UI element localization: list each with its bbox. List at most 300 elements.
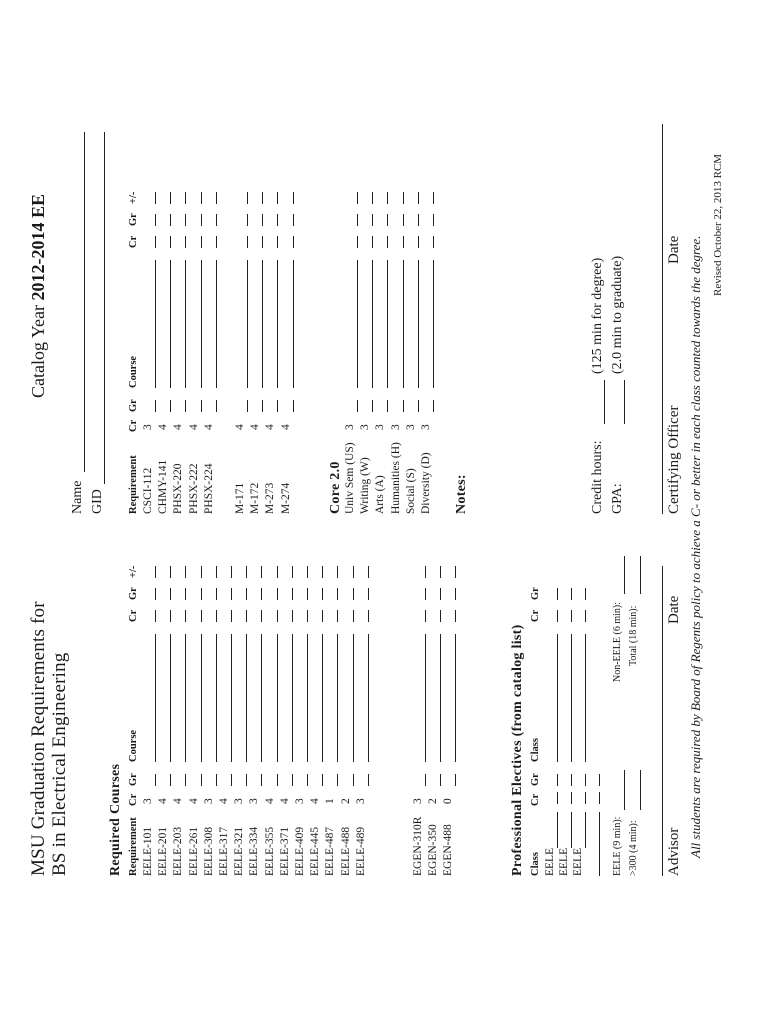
- plusminus-field[interactable]: [337, 566, 338, 578]
- grade2-field[interactable]: [440, 588, 441, 600]
- course-requirement: EELE-308: [202, 826, 215, 876]
- grade2-field[interactable]: [231, 588, 232, 600]
- course-credits: 3: [142, 798, 154, 804]
- credits-field[interactable]: [418, 236, 419, 248]
- eele-min-label: EELE (9 min):: [612, 816, 623, 876]
- credits-field[interactable]: [322, 610, 323, 622]
- elective-class-field[interactable]: [599, 812, 600, 876]
- course-credits: 3: [404, 424, 417, 430]
- credits-field[interactable]: [337, 610, 338, 622]
- grade-field[interactable]: [403, 400, 404, 412]
- course-credits: 4: [279, 424, 292, 430]
- credits-field[interactable]: [155, 610, 156, 622]
- advisor-signature-line[interactable]: [662, 566, 663, 876]
- grade2-field[interactable]: [357, 214, 358, 226]
- course-credits: 4: [234, 424, 246, 430]
- course-requirement: EELE-334: [248, 826, 261, 876]
- course-requirement: EELE-445: [309, 826, 322, 876]
- grade-field[interactable]: [170, 774, 171, 786]
- course-requirement: EELE-409: [294, 826, 306, 876]
- elective-class2-field[interactable]: [585, 634, 586, 762]
- course-requirement: EGEN-350: [427, 824, 440, 876]
- catalog-year: [28, 194, 49, 398]
- elective-class-prefix: EELE: [558, 847, 570, 876]
- credits-field[interactable]: [403, 236, 404, 248]
- grade-field[interactable]: [372, 400, 373, 412]
- course-requirement: EGEN-488: [442, 824, 455, 876]
- grade-field[interactable]: [201, 774, 202, 786]
- over300-label: >300 (4 min):: [628, 820, 639, 876]
- grade-field[interactable]: [337, 774, 338, 786]
- course-field[interactable]: [292, 634, 293, 762]
- credits-field[interactable]: [293, 236, 294, 248]
- plusminus-field[interactable]: [170, 566, 171, 578]
- grade2-field[interactable]: [322, 588, 323, 600]
- course-field[interactable]: [201, 260, 202, 388]
- course-credits: 3: [354, 798, 367, 804]
- elective-gr-field[interactable]: [571, 774, 572, 786]
- credits-field[interactable]: [307, 610, 308, 622]
- credits-field[interactable]: [277, 236, 278, 248]
- course-field[interactable]: [353, 634, 354, 762]
- plusminus-field[interactable]: [455, 566, 456, 578]
- credits-field[interactable]: [455, 610, 456, 622]
- grade-field[interactable]: [155, 400, 156, 412]
- gid-label: GID: [90, 489, 105, 514]
- course-credits: 3: [142, 424, 154, 430]
- course-field[interactable]: [185, 260, 186, 388]
- elec-col-class2: Class: [530, 738, 541, 762]
- course-credits: 3: [294, 798, 306, 804]
- col-requirement: Requirement: [128, 817, 139, 876]
- gpa-label: GPA:: [610, 483, 625, 514]
- grade2-field[interactable]: [216, 214, 217, 226]
- plusminus-field[interactable]: [155, 192, 156, 204]
- credits-field[interactable]: [440, 610, 441, 622]
- course-credits: 3: [374, 424, 387, 430]
- grade-field[interactable]: [418, 400, 419, 412]
- course-field[interactable]: [368, 634, 369, 762]
- grade-field[interactable]: [216, 400, 217, 412]
- course-credits: 4: [278, 798, 291, 804]
- course-field[interactable]: [337, 634, 338, 762]
- course-credits: 4: [264, 424, 277, 430]
- course-requirement: Social (S): [404, 468, 417, 514]
- form-title: [28, 601, 70, 876]
- catalog-year-value: 2012-2014 EE: [28, 193, 48, 301]
- advisor-label: Advisor: [666, 827, 682, 876]
- plusminus-field[interactable]: [261, 566, 262, 578]
- course-requirement: EELE-487: [324, 826, 337, 876]
- grade2-field[interactable]: [307, 588, 308, 600]
- non-eele-field[interactable]: [624, 556, 625, 594]
- grade-field[interactable]: [247, 400, 248, 412]
- course-credits: 4: [249, 424, 262, 430]
- course-credits: 3: [248, 798, 261, 804]
- grade-field[interactable]: [368, 774, 369, 786]
- credits-field[interactable]: [155, 236, 156, 248]
- course-field[interactable]: [246, 634, 247, 762]
- course-field[interactable]: [155, 634, 156, 762]
- course-requirement: EELE-317: [218, 826, 230, 876]
- eele-min-field[interactable]: [624, 770, 625, 810]
- credits-field[interactable]: [387, 236, 388, 248]
- elective-cr2-field[interactable]: [571, 610, 572, 622]
- core-heading: Core 2.0: [328, 461, 343, 514]
- credits-field[interactable]: [425, 610, 426, 622]
- plusminus-field[interactable]: [292, 566, 293, 578]
- policy-note: All students are required by Board of Regents policy to achieve a C- or better in each class counted towards the degree.: [688, 235, 703, 858]
- plusminus-field[interactable]: [277, 192, 278, 204]
- grade2-field[interactable]: [185, 214, 186, 226]
- course-requirement: M-274: [279, 482, 292, 514]
- grade2-field[interactable]: [277, 588, 278, 600]
- grade-field[interactable]: [185, 400, 186, 412]
- grade-field[interactable]: [322, 774, 323, 786]
- grade2-field[interactable]: [201, 214, 202, 226]
- course-field[interactable]: [261, 634, 262, 762]
- plusminus-field[interactable]: [201, 192, 202, 204]
- notes-label: Notes:: [454, 474, 469, 514]
- col-plusminus: +/-: [128, 565, 139, 578]
- officer-date-label: Date: [666, 235, 682, 264]
- credits-field[interactable]: [231, 610, 232, 622]
- credits-field[interactable]: [247, 236, 248, 248]
- grade-field[interactable]: [292, 774, 293, 786]
- grade2-field[interactable]: [155, 588, 156, 600]
- course-field[interactable]: [262, 260, 263, 388]
- course-credits: 2: [427, 798, 440, 804]
- elective-cr2-field[interactable]: [557, 610, 558, 622]
- plusminus-field[interactable]: [155, 566, 156, 578]
- grade-field[interactable]: [433, 400, 434, 412]
- course-field[interactable]: [247, 260, 248, 388]
- course-field[interactable]: [216, 260, 217, 388]
- elec-col-gr: Gr: [530, 773, 541, 786]
- course-field[interactable]: [216, 634, 217, 762]
- course-credits: 4: [172, 424, 185, 430]
- grade2-field[interactable]: [246, 588, 247, 600]
- course-field[interactable]: [425, 634, 426, 762]
- credits-field[interactable]: [292, 610, 293, 622]
- gpa-field[interactable]: [624, 380, 625, 424]
- credits-field[interactable]: [357, 236, 358, 248]
- grade-field[interactable]: [261, 774, 262, 786]
- credits-field[interactable]: [216, 236, 217, 248]
- core-col-course: Course: [128, 355, 139, 388]
- elective-class-prefix: EELE: [544, 847, 556, 876]
- grade2-field[interactable]: [185, 588, 186, 600]
- grade2-field[interactable]: [170, 214, 171, 226]
- grade-field[interactable]: [216, 774, 217, 786]
- plusminus-field[interactable]: [216, 566, 217, 578]
- grade-field[interactable]: [277, 400, 278, 412]
- grade2-field[interactable]: [201, 588, 202, 600]
- plusminus-field[interactable]: [231, 566, 232, 578]
- course-requirement: Arts (A): [374, 475, 387, 514]
- course-field[interactable]: [293, 260, 294, 388]
- grade-field[interactable]: [353, 774, 354, 786]
- course-credits: 4: [187, 798, 200, 804]
- plusminus-field[interactable]: [357, 192, 358, 204]
- grade2-field[interactable]: [418, 214, 419, 226]
- plusminus-field[interactable]: [262, 192, 263, 204]
- credit-hours-label: Credit hours:: [590, 440, 605, 514]
- course-field[interactable]: [455, 634, 456, 762]
- title-line-1: MSU Graduation Requirements for: [28, 601, 49, 876]
- elective-gr2-field[interactable]: [571, 588, 572, 600]
- col-course: Course: [128, 729, 139, 762]
- elective-cr-field[interactable]: [571, 792, 572, 804]
- revised-note: Revised October 22, 2013 RCM: [712, 153, 724, 296]
- total-label: Total (18 min):: [628, 605, 639, 666]
- electives-heading: Professional Electives (from catalog list): [510, 624, 525, 876]
- credits-field[interactable]: [261, 610, 262, 622]
- elective-cr-field[interactable]: [557, 792, 558, 804]
- course-field[interactable]: [387, 260, 388, 388]
- elective-class-field[interactable]: [571, 812, 572, 848]
- plusminus-field[interactable]: [246, 566, 247, 578]
- course-requirement: Diversity (D): [420, 452, 432, 514]
- title-line-2: BS in Electrical Engineering: [49, 652, 70, 876]
- credits-field[interactable]: [246, 610, 247, 622]
- core-col-requirement: Requirement: [128, 455, 139, 514]
- grade2-field[interactable]: [155, 214, 156, 226]
- gid-field[interactable]: [104, 132, 105, 484]
- grade2-field[interactable]: [387, 214, 388, 226]
- course-credits: 3: [412, 798, 424, 804]
- non-eele-label: Non-EELE (6 min):: [612, 602, 623, 682]
- plusminus-field[interactable]: [307, 566, 308, 578]
- elective-gr2-field[interactable]: [557, 588, 558, 600]
- course-field[interactable]: [440, 634, 441, 762]
- grade2-field[interactable]: [425, 588, 426, 600]
- course-field[interactable]: [307, 634, 308, 762]
- grade-field[interactable]: [155, 774, 156, 786]
- grade-field[interactable]: [307, 774, 308, 786]
- course-credits: 3: [420, 424, 432, 430]
- course-credits: 3: [359, 424, 372, 430]
- plusminus-field[interactable]: [353, 566, 354, 578]
- plusminus-field[interactable]: [293, 192, 294, 204]
- gpa-note: (2.0 min to graduate): [610, 255, 625, 374]
- core-col-gr: Gr: [128, 399, 139, 412]
- course-requirement: PHSX-220: [172, 463, 185, 514]
- course-credits: 4: [172, 798, 185, 804]
- grade2-field[interactable]: [216, 588, 217, 600]
- credits-field[interactable]: [368, 610, 369, 622]
- credits-field[interactable]: [201, 236, 202, 248]
- course-field[interactable]: [403, 260, 404, 388]
- grade-field[interactable]: [201, 400, 202, 412]
- course-requirement: EELE-261: [187, 826, 200, 876]
- course-field[interactable]: [277, 260, 278, 388]
- plusminus-field[interactable]: [440, 566, 441, 578]
- plusminus-field[interactable]: [322, 566, 323, 578]
- course-credits: 2: [339, 798, 352, 804]
- course-credits: 1: [324, 798, 337, 804]
- grade2-field[interactable]: [455, 588, 456, 600]
- name-label: Name: [70, 480, 85, 514]
- course-field[interactable]: [433, 260, 434, 388]
- elective-cr2-field[interactable]: [585, 610, 586, 622]
- course-field[interactable]: [201, 634, 202, 762]
- course-requirement: CSCI-112: [142, 467, 154, 514]
- credits-field[interactable]: [185, 236, 186, 248]
- course-credits: 3: [389, 424, 402, 430]
- course-credits: 3: [344, 424, 356, 430]
- credits-field[interactable]: [201, 610, 202, 622]
- grade2-field[interactable]: [277, 214, 278, 226]
- officer-label: Certifying Officer: [666, 405, 682, 514]
- plusminus-field[interactable]: [247, 192, 248, 204]
- course-credits: 4: [263, 798, 276, 804]
- credits-field[interactable]: [170, 236, 171, 248]
- elective-gr-field[interactable]: [599, 774, 600, 786]
- grade2-field[interactable]: [262, 214, 263, 226]
- course-requirement: EELE-355: [263, 826, 276, 876]
- name-field[interactable]: [84, 132, 85, 472]
- course-requirement: EELE-203: [172, 826, 185, 876]
- course-field[interactable]: [277, 634, 278, 762]
- course-field[interactable]: [372, 260, 373, 388]
- course-requirement: PHSX-224: [202, 463, 215, 514]
- elective-gr-field[interactable]: [585, 774, 586, 786]
- plusminus-field[interactable]: [425, 566, 426, 578]
- elective-cr-field[interactable]: [599, 792, 600, 804]
- grade-field[interactable]: [185, 774, 186, 786]
- course-credits: 3: [202, 798, 215, 804]
- course-credits: 4: [309, 798, 322, 804]
- grade2-field[interactable]: [433, 214, 434, 226]
- course-requirement: Writing (W): [359, 457, 372, 514]
- course-field[interactable]: [231, 634, 232, 762]
- plusminus-field[interactable]: [433, 192, 434, 204]
- grade-field[interactable]: [262, 400, 263, 412]
- course-field[interactable]: [155, 260, 156, 388]
- grade2-field[interactable]: [292, 588, 293, 600]
- plusminus-field[interactable]: [387, 192, 388, 204]
- course-requirement: EGEN-310R: [412, 816, 424, 876]
- grade-field[interactable]: [246, 774, 247, 786]
- catalog-prefix: Catalog Year: [28, 300, 48, 398]
- col-cr2: Cr: [128, 609, 139, 622]
- course-field[interactable]: [418, 260, 419, 388]
- advisor-date-label: Date: [666, 595, 682, 624]
- credits-field[interactable]: [185, 610, 186, 622]
- course-field[interactable]: [357, 260, 358, 388]
- grade2-field[interactable]: [372, 214, 373, 226]
- plusminus-field[interactable]: [170, 192, 171, 204]
- course-requirement: CHMY-141: [157, 459, 170, 514]
- elective-class-field[interactable]: [585, 812, 586, 848]
- course-credits: 4: [157, 798, 170, 804]
- elective-class-field[interactable]: [557, 812, 558, 848]
- credits-field[interactable]: [353, 610, 354, 622]
- course-field[interactable]: [322, 634, 323, 762]
- col-gr2: Gr: [128, 587, 139, 600]
- course-field[interactable]: [170, 260, 171, 388]
- grade-field[interactable]: [440, 774, 441, 786]
- course-requirement: EELE-489: [354, 826, 367, 876]
- grade2-field[interactable]: [293, 214, 294, 226]
- grade2-field[interactable]: [261, 588, 262, 600]
- grade-field[interactable]: [277, 774, 278, 786]
- plusminus-field[interactable]: [201, 566, 202, 578]
- grade-field[interactable]: [293, 400, 294, 412]
- elective-gr2-field[interactable]: [585, 588, 586, 600]
- total-field[interactable]: [640, 556, 641, 594]
- grade2-field[interactable]: [353, 588, 354, 600]
- plusminus-field[interactable]: [372, 192, 373, 204]
- grade2-field[interactable]: [247, 214, 248, 226]
- core-col-plusminus: +/-: [128, 191, 139, 204]
- elective-gr-field[interactable]: [557, 774, 558, 786]
- course-requirement: Univ Sem (US): [344, 442, 356, 514]
- course-requirement: PHSX-222: [187, 463, 200, 514]
- course-field[interactable]: [170, 634, 171, 762]
- course-credits: 4: [218, 798, 230, 804]
- plusminus-field[interactable]: [277, 566, 278, 578]
- grade2-field[interactable]: [170, 588, 171, 600]
- core-col-cr: Cr: [128, 419, 139, 432]
- course-requirement: EELE-201: [157, 826, 170, 876]
- required-heading: Required Courses: [108, 763, 123, 876]
- credits-field[interactable]: [216, 610, 217, 622]
- course-requirement: EELE-101: [142, 826, 154, 876]
- credits-field[interactable]: [433, 236, 434, 248]
- plusminus-field[interactable]: [185, 192, 186, 204]
- course-requirement: M-171: [234, 482, 246, 514]
- credits-field[interactable]: [277, 610, 278, 622]
- over300-field[interactable]: [640, 770, 641, 810]
- grade-field[interactable]: [455, 774, 456, 786]
- elec-col-gr2: Gr: [530, 587, 541, 600]
- elec-col-class: Class: [530, 852, 541, 876]
- plusminus-field[interactable]: [185, 566, 186, 578]
- course-credits: 4: [187, 424, 200, 430]
- elective-class2-field[interactable]: [571, 634, 572, 762]
- grade-field[interactable]: [170, 400, 171, 412]
- grade-field[interactable]: [425, 774, 426, 786]
- course-requirement: EELE-371: [278, 826, 291, 876]
- elec-col-cr: Cr: [530, 793, 541, 806]
- officer-signature-line[interactable]: [662, 124, 663, 514]
- course-requirement: EELE-488: [339, 826, 352, 876]
- plusminus-field[interactable]: [216, 192, 217, 204]
- elective-class2-field[interactable]: [557, 634, 558, 762]
- course-requirement: Humanities (H): [389, 442, 402, 514]
- credit-hours-field[interactable]: [604, 380, 605, 424]
- grade2-field[interactable]: [368, 588, 369, 600]
- grade-field[interactable]: [357, 400, 358, 412]
- course-credits: 0: [442, 798, 455, 804]
- grade2-field[interactable]: [337, 588, 338, 600]
- grade-field[interactable]: [231, 774, 232, 786]
- plusminus-field[interactable]: [368, 566, 369, 578]
- elective-cr-field[interactable]: [585, 792, 586, 804]
- grade2-field[interactable]: [403, 214, 404, 226]
- elective-class-prefix: EELE: [572, 847, 584, 876]
- credits-field[interactable]: [170, 610, 171, 622]
- course-field[interactable]: [185, 634, 186, 762]
- plusminus-field[interactable]: [403, 192, 404, 204]
- plusminus-field[interactable]: [418, 192, 419, 204]
- credits-field[interactable]: [262, 236, 263, 248]
- grade-field[interactable]: [387, 400, 388, 412]
- credits-field[interactable]: [372, 236, 373, 248]
- core-col-cr2: Cr: [128, 235, 139, 248]
